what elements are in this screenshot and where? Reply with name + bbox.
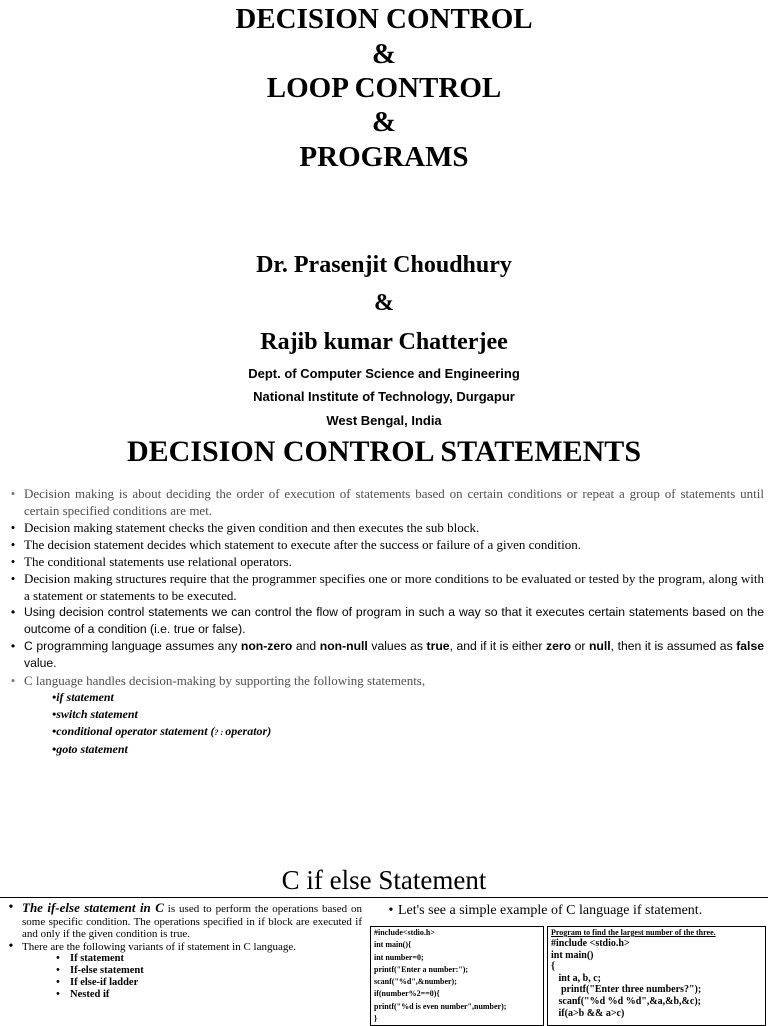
divider — [0, 897, 768, 898]
statement-type-goto: •goto statement — [52, 742, 128, 756]
if-else-bullet-list — [4, 902, 362, 1001]
if-else-slide — [0, 862, 768, 1024]
code-line: int number=0; — [374, 952, 424, 962]
list-item: • There are the following variants of if statement in C language. • If statement • If-else statement • If else-if ladder • Nested if — [4, 941, 362, 1002]
title-line-4: & — [371, 106, 397, 138]
variant-item: • If else-if ladder — [52, 977, 362, 989]
bullet-icon: • — [8, 938, 14, 954]
code-line: printf("%d is even number",number); — [374, 1001, 507, 1011]
title-line-1: DECISION CONTROL — [235, 3, 533, 35]
code-line: printf("Enter a number:"); — [374, 964, 469, 974]
code-line: int main() — [551, 949, 594, 961]
title-slide — [0, 0, 768, 432]
bullet-icon: • — [10, 554, 16, 569]
list-item: • The conditional statements use relational operators. — [6, 553, 764, 570]
statement-type-if: •if statement — [52, 690, 114, 704]
bullet-icon: • — [10, 486, 16, 501]
code-line: { — [551, 961, 555, 973]
code-line: scanf("%d %d %d",&a,&b,&c); — [551, 995, 701, 1007]
largest-number-code-box — [547, 926, 766, 1026]
code-line: #include<stdio.h> — [374, 928, 435, 937]
list-item: • The if-else statement in C is used to perform the operations based on some specific condition. The operations specified in if block are executed if and only if the given condition is true. — [4, 902, 362, 941]
bullet-icon: • — [56, 953, 60, 964]
author-ampersand: & — [374, 290, 394, 316]
decision-control-slide — [0, 432, 768, 862]
slide-title: C if else Statement — [281, 865, 487, 895]
variant-item: • If statement — [52, 953, 362, 965]
code-line: int main(){ — [374, 940, 412, 950]
bullet-icon: • — [56, 965, 60, 976]
bullet-icon: • — [10, 605, 16, 619]
list-item: • The decision statement decides which statement to execute after the success or failure of a given condition. — [6, 536, 764, 553]
slide-title: DECISION CONTROL STATEMENTS — [126, 435, 641, 468]
decision-bullet-list — [6, 485, 764, 758]
affiliation-dept: Dept. of Computer Science and Engineering — [248, 366, 520, 381]
list-item: • Decision making structures require that the programmer specifies one or more conditions to be evaluated or tested by the program, along with a statement or statements to be executed. — [6, 570, 764, 604]
if-variants-list — [22, 953, 362, 1001]
bullet-icon: • — [56, 989, 60, 1000]
code-line: } — [374, 1014, 378, 1024]
list-item: • Decision making statement checks the given condition and then executes the sub block. — [6, 519, 764, 536]
bullet-icon: • — [10, 520, 16, 535]
affiliation-institute: National Institute of Technology, Durgapur — [253, 389, 515, 404]
bullet-icon: • — [10, 537, 16, 552]
code-line: #include <stdio.h> — [551, 938, 630, 949]
variant-item: • If-else statement — [52, 965, 362, 977]
list-item: • C language handles decision-making by supporting the following statements, •if statement •switch statement •conditional operator statement (? : operator) •goto statement — [6, 672, 764, 758]
code-line: if(a>b && a>c) — [551, 1007, 625, 1019]
bullet-icon: • — [10, 639, 16, 653]
author-2: Rajib kumar Chatterjee — [260, 329, 508, 355]
bullet-icon: • — [8, 900, 14, 915]
list-item: • Using decision control statements we can control the flow of program in such a way so that it executes certain statements based on the outcome of a condition (i.e. true or false). — [6, 604, 764, 638]
author-1: Dr. Prasenjit Choudhury — [256, 252, 512, 278]
example-intro: • Let's see a simple example of C language if statement. — [384, 902, 764, 919]
list-item-true-false: • C programming language assumes any non-zero and non-null values as true, and if it is either zero or null, then it is assumed as false value. — [6, 638, 764, 672]
even-number-code-box — [370, 926, 544, 1026]
title-line-2: & — [371, 38, 397, 70]
title-line-3: LOOP CONTROL — [266, 72, 502, 104]
code-line: scanf("%d",&number); — [374, 977, 457, 987]
code-line: int a, b, c; — [551, 972, 601, 984]
bullet-icon: • — [388, 903, 394, 918]
bullet-icon: • — [10, 673, 16, 688]
code-line: printf("Enter three numbers?"); — [551, 984, 702, 996]
statement-type-switch: •switch statement — [52, 707, 138, 721]
code-box-heading: Program to find the largest number of the three. — [551, 928, 716, 937]
variant-item: • Nested if — [52, 989, 362, 1001]
statement-type-conditional: •conditional operator statement (? : operator) — [52, 724, 272, 738]
title-line-5: PROGRAMS — [299, 141, 469, 173]
statement-types-list — [24, 689, 764, 758]
bullet-icon: • — [56, 977, 60, 988]
list-item: • Decision making is about deciding the order of execution of statements based on certain conditions or repeat a group of statements until certain specified conditions are met. — [6, 485, 764, 519]
affiliation-location: West Bengal, India — [326, 413, 442, 428]
code-line: if(number%2==0){ — [374, 989, 440, 999]
bullet-icon: • — [10, 571, 16, 586]
